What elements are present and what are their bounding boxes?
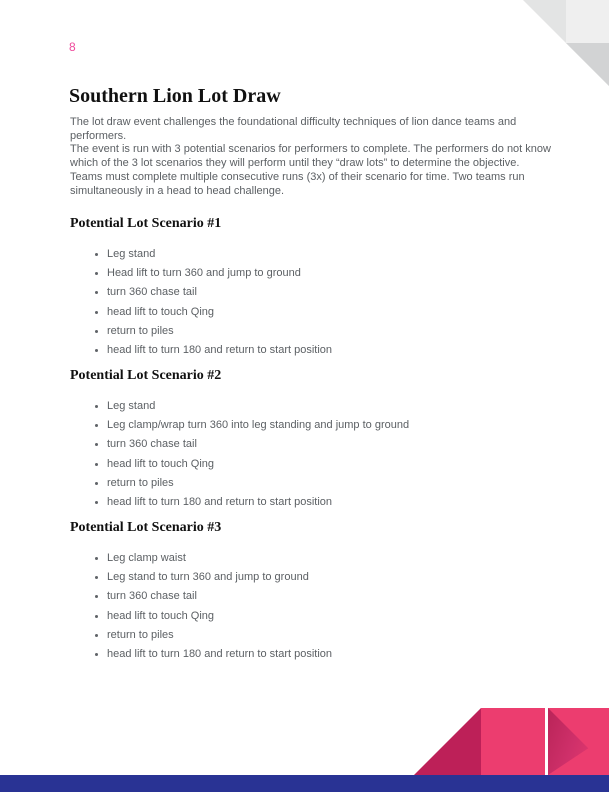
footer-navy-bar <box>0 775 609 792</box>
list-item: • Leg clamp/wrap turn 360 into leg standing and jump to ground <box>107 416 551 435</box>
list-item: • head lift to turn 180 and return to start position <box>107 493 551 512</box>
page-title: Southern Lion Lot Draw <box>69 85 281 107</box>
corner-triangle-dark-decoration <box>566 43 609 86</box>
list-item: • head lift to touch Qing <box>107 303 551 322</box>
list-item: • return to piles <box>107 626 551 645</box>
scenario-3-list <box>70 549 551 664</box>
page-number: 8 <box>69 40 76 54</box>
list-item: • head lift to touch Qing <box>107 455 551 474</box>
list-item: • turn 360 chase tail <box>107 283 551 302</box>
scenario-1-list <box>70 245 551 360</box>
intro-text-block <box>70 116 551 198</box>
footer-fold-decoration <box>548 708 609 775</box>
scenario-1-heading: Potential Lot Scenario #1 <box>70 216 222 231</box>
scenario-2-heading: Potential Lot Scenario #2 <box>70 368 222 383</box>
footer-pink-block-right <box>548 708 609 775</box>
list-item: • head lift to touch Qing <box>107 607 551 626</box>
scenario-2-list <box>70 397 551 512</box>
list-item: • turn 360 chase tail <box>107 435 551 454</box>
list-item: • Head lift to turn 360 and jump to ground <box>107 264 551 283</box>
intro-paragraph-2: The event is run with 3 potential scenarios for performers to complete. The performers do not know which of the 3 lot scenarios they will perform until they “draw lots” to determine the objective. Teams must complete multiple consecutive runs (3x) of their scenario for time. Two teams run simultaneously in a head to head challenge. <box>70 143 551 197</box>
list-item: • Leg clamp waist <box>107 549 551 568</box>
section-scenario-2 <box>70 368 551 512</box>
footer-pink-block <box>481 708 545 775</box>
intro-paragraph-1: The lot draw event challenges the foundational difficulty techniques of lion dance teams and performers. <box>70 116 517 142</box>
list-item: • return to piles <box>107 322 551 341</box>
section-scenario-3 <box>70 520 551 664</box>
list-item: • Leg stand <box>107 245 551 264</box>
list-item: • head lift to turn 180 and return to start position <box>107 341 551 360</box>
footer-triangle-decoration <box>414 708 481 775</box>
section-scenario-1 <box>70 216 551 360</box>
list-item: • return to piles <box>107 474 551 493</box>
list-item: • head lift to turn 180 and return to start position <box>107 645 551 664</box>
list-item: • Leg stand <box>107 397 551 416</box>
corner-square-decoration <box>566 0 609 43</box>
list-item: • Leg stand to turn 360 and jump to ground <box>107 568 551 587</box>
list-item: • turn 360 chase tail <box>107 587 551 606</box>
scenario-3-heading: Potential Lot Scenario #3 <box>70 520 222 535</box>
